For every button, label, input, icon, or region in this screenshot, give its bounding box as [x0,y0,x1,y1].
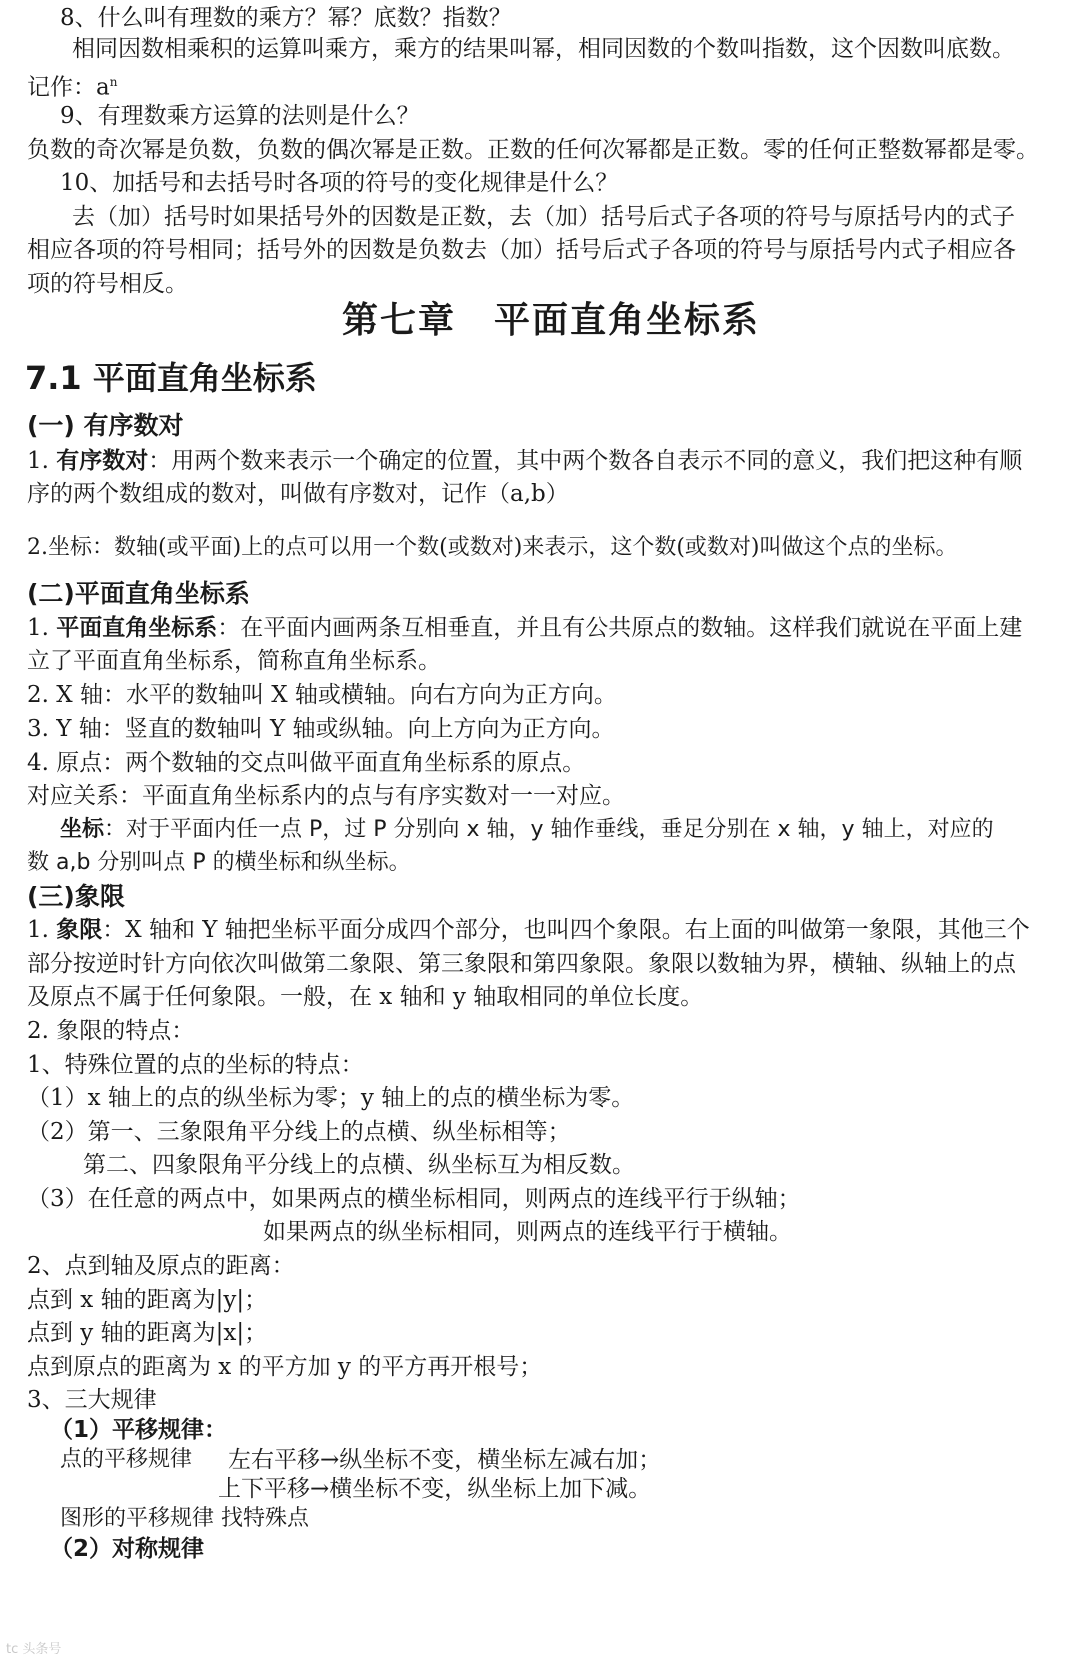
y-axis-definition: 3. Y 轴：竖直的数轴叫 Y 轴或纵轴。向上方向为正方向。 [27,716,615,742]
special-points-item-3b: 如果两点的纵坐标相同，则两点的连线平行于横轴。 [263,1219,792,1245]
quadrant-definition-line-1: 1. 象限：X 轴和 Y 轴把坐标平面分成四个部分，也叫四个象限。右上面的叫做第一象限，其他三个 [27,917,1030,943]
question-8: 8、什么叫有理数的乘方？幂？底数？指数？ [60,5,512,31]
question-10: 10、加括号和去括号时各项的符号的变化规律是什么？ [60,170,619,196]
answer-10-line-2: 相应各项的符号相同；括号外的因数是负数去（加）括号后式子各项的符号与原括号内式子相应各 [27,237,1016,263]
three-rules-heading: 3、三大规律 [27,1387,157,1413]
answer-9: 负数的奇次幂是负数，负数的偶次幂是正数。正数的任何次幂都是正数。零的任何正整数幂都是零。 [27,137,1039,163]
correspondence-relation: 对应关系：平面直角坐标系内的点与有序实数对一一对应。 [27,783,625,809]
ordered-pair-definition-line-2: 序的两个数组成的数对，叫做有序数对，记作（a,b） [27,481,569,507]
cartesian-definition-line-1: 1. 平面直角坐标系：在平面内画两条互相垂直，并且有公共原点的数轴。这样我们就说在平面上建 [27,615,1023,641]
answer-10-line-3: 项的符号相反。 [27,271,188,297]
coordinate-explanation-line-2: 数 a,b 分别叫点 P 的横坐标和纵坐标。 [27,850,411,875]
symmetry-rule-heading: （2）对称规律 [50,1536,205,1562]
figure-translation-rule: 图形的平移规律 找特殊点 [60,1506,310,1531]
answer-8: 相同因数相乘积的运算叫乘方，乘方的结果叫幂，相同因数的个数叫指数，这个因数叫底数。 [72,36,1015,62]
origin-definition: 4. 原点：两个数轴的交点叫做平面直角坐标系的原点。 [27,750,586,776]
distance-to-y-axis: 点到 y 轴的距离为|x|； [27,1320,268,1346]
translation-rule-heading: （1）平移规律： [50,1417,228,1443]
subsection-ordered-pairs: (一) 有序数对 [27,411,184,440]
special-points-heading: 1、特殊位置的点的坐标的特点： [27,1052,364,1078]
cartesian-definition-line-2: 立了平面直角坐标系，简称直角坐标系。 [27,648,441,674]
special-points-item-1: （1）x 轴上的点的纵坐标为零；y 轴上的点的横坐标为零。 [27,1085,635,1111]
answer-10-line-1: 去（加）括号时如果括号外的因数是正数，去（加）括号后式子各项的符号与原括号内的式子 [72,204,1015,230]
watermark-logo: tc 头条号 [6,1642,62,1657]
question-9: 9、有理数乘方运算的法则是什么？ [60,103,420,129]
answer-8-notation: 记作：$a^n$ [27,74,118,101]
coordinate-definition: 2.坐标：数轴(或平面)上的点可以用一个数(或数对)来表示，这个数(或数对)叫做这个点的坐标。 [27,535,958,560]
coordinate-explanation-line-1: 坐标：对于平面内任一点 P，过 P 分别向 x 轴，y 轴作垂线，垂足分别在 x 轴，y 轴上，对应的 [60,817,994,842]
distance-heading: 2、点到轴及原点的距离： [27,1253,295,1279]
special-points-item-2: （2）第一、三象限角平分线上的点横、纵坐标相等； [27,1119,571,1145]
point-translation-vertical: 上下平移→横坐标不变，纵坐标上加下减。 [218,1476,652,1502]
point-translation-horizontal: 左右平移→纵坐标不变，横坐标左减右加； [228,1447,662,1473]
subsection-quadrants: (三)象限 [27,882,125,911]
ordered-pair-definition-line-1: 1. 有序数对：用两个数来表示一个确定的位置，其中两个数各自表示不同的意义，我们把这种有顺 [27,448,1023,474]
x-axis-definition: 2. X 轴：水平的数轴叫 X 轴或横轴。向右方向为正方向。 [27,682,617,708]
quadrant-features-heading: 2. 象限的特点： [27,1018,195,1044]
distance-to-x-axis: 点到 x 轴的距离为|y|； [27,1287,268,1313]
chapter-title: 第七章 平面直角坐标系 [342,299,761,341]
distance-to-origin: 点到原点的距离为 x 的平方加 y 的平方再开根号； [27,1354,543,1380]
subsection-cartesian-system: (二)平面直角坐标系 [27,579,250,608]
quadrant-definition-line-2: 部分按逆时针方向依次叫做第二象限、第三象限和第四象限。象限以数轴为界，横轴、纵轴上的点 [27,951,1016,977]
quadrant-definition-line-3: 及原点不属于任何象限。一般，在 x 轴和 y 轴取相同的单位长度。 [27,984,704,1010]
special-points-item-2b: 第二、四象限角平分线上的点横、纵坐标互为相反数。 [83,1152,635,1178]
point-translation-label: 点的平移规律 [60,1447,193,1472]
special-points-item-3: （3）在任意的两点中，如果两点的横坐标相同，则两点的连线平行于纵轴； [27,1186,801,1212]
section-heading-7-1: 7.1 平面直角坐标系 [25,359,317,397]
